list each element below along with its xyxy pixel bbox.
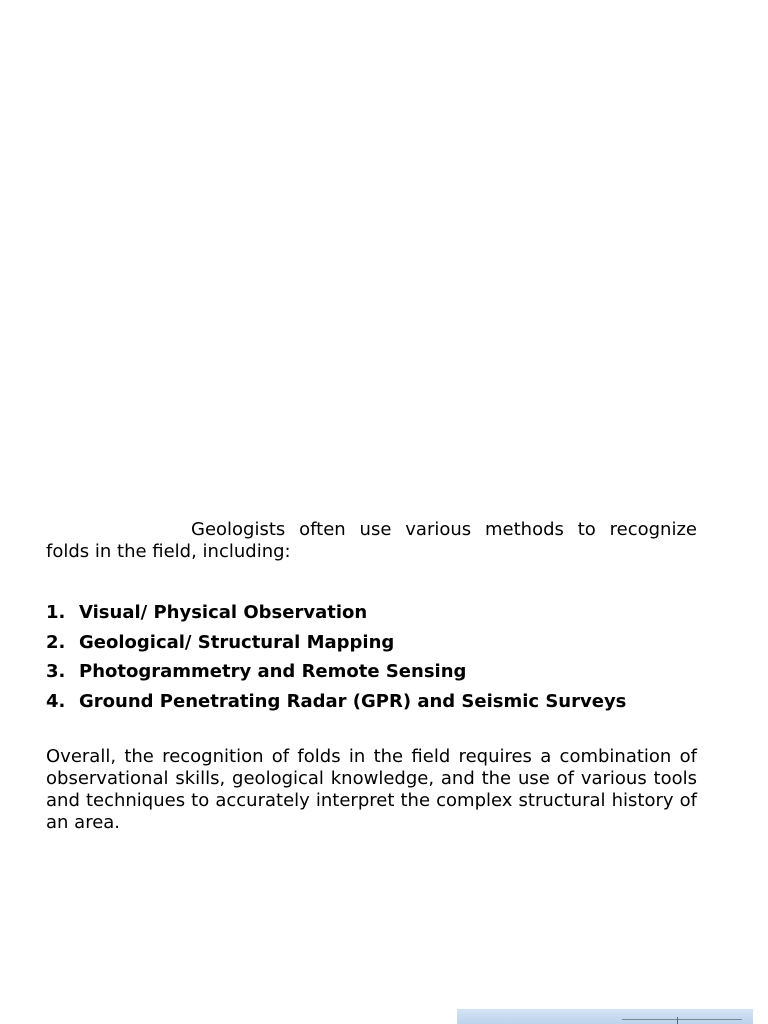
list-item-label: Geological/ Structural Mapping <box>79 631 395 653</box>
list-item <box>46 689 697 719</box>
list-item <box>46 630 697 660</box>
list-item-label: Ground Penetrating Radar (GPR) and Seismic Surveys <box>79 690 627 712</box>
methods-list <box>46 600 697 718</box>
list-item <box>46 659 697 689</box>
list-item-number: 4. <box>46 690 66 712</box>
list-item <box>46 600 697 630</box>
list-item-number: 2. <box>46 631 66 653</box>
figure-image-partial <box>457 1009 753 1024</box>
conclusion-paragraph: Overall, the recognition of folds in the field requires a combination of observational skills, geological knowledge, and the use of various tools and techniques to accurately interpret the complex structural history of an area. <box>46 746 697 833</box>
list-item-label: Visual/ Physical Observation <box>79 602 368 623</box>
list-item-number: 3. <box>46 661 66 682</box>
sketch-line <box>622 1019 742 1020</box>
list-item-number: 1. <box>46 602 66 623</box>
intro-paragraph: Geologists often use various methods to recognize folds in the field, including: <box>46 519 697 562</box>
sketch-tick <box>677 1017 678 1024</box>
list-item-label: Photogrammetry and Remote Sensing <box>79 661 467 682</box>
